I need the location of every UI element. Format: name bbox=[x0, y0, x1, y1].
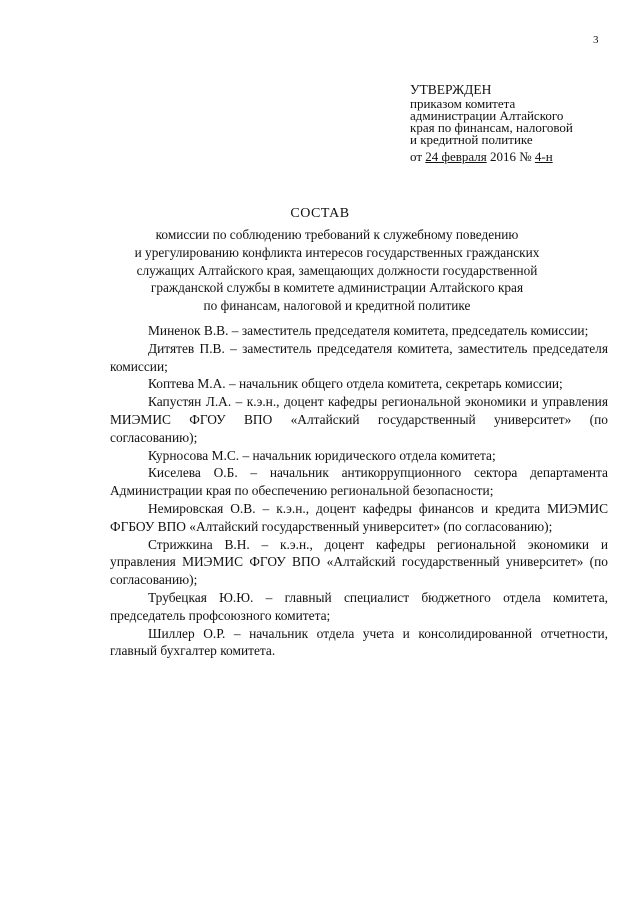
page-number: 3 bbox=[593, 34, 599, 46]
member-entry: Миненок В.В. – заместитель председателя комитета, председатель комиссии; bbox=[148, 323, 589, 338]
approval-stamp bbox=[410, 82, 610, 164]
date-year: 2016 bbox=[489, 149, 516, 164]
approval-line: края по финансам, налоговой bbox=[410, 120, 573, 135]
approval-heading: УТВЕРЖДЕН bbox=[410, 82, 492, 97]
document-subtitle bbox=[110, 226, 564, 315]
member-entry: Шиллер О.Р. – начальник отдела учета и консолидированной отчетности, главный бухгалтер комитета. bbox=[110, 625, 608, 659]
date-day-month: 24 февраля bbox=[425, 149, 487, 164]
subtitle-line: по финансам, налоговой и кредитной политике bbox=[203, 298, 471, 314]
subtitle-line: комиссии по соблюдению требований к служебному поведению bbox=[155, 227, 519, 242]
members-list bbox=[110, 322, 608, 660]
order-number: 4-н bbox=[534, 149, 553, 164]
approval-line: и кредитной политике bbox=[410, 132, 533, 147]
member-entry: Коптева М.А. – начальник общего отдела комитета, секретарь комиссии; bbox=[148, 376, 563, 392]
member-entry: Немировская О.В. – к.э.н., доцент кафедры финансов и кредита МИЭМИС ФГБОУ ВПО «Алтайский государственный университет» (по согласованию); bbox=[110, 500, 608, 534]
subtitle-line: служащих Алтайского края, замещающих должности государственной bbox=[136, 262, 538, 278]
approval-line: приказом комитета bbox=[410, 96, 516, 111]
member-entry: Дитятев П.В. – заместитель председателя комитета, заместитель председателя комиссии; bbox=[110, 340, 608, 374]
approval-line: администрации Алтайского bbox=[410, 108, 564, 123]
member-entry: Киселева О.Б. – начальник антикоррупционного сектора департамента Администрации края по обеспечению региональной безопасности; bbox=[110, 465, 608, 499]
document-title: СОСТАВ bbox=[290, 206, 350, 221]
member-entry: Стрижкина В.Н. – к.э.н., доцент кафедры региональной экономики и управления МИЭМИС ФГОУ ВПО «Алтайский государственный университет» (по согласованию); bbox=[110, 536, 608, 588]
number-sign: № bbox=[519, 149, 532, 164]
approval-date-line bbox=[410, 149, 610, 164]
subtitle-line: гражданской службы в комитете администрации Алтайского края bbox=[150, 280, 524, 296]
date-prefix: от bbox=[410, 149, 423, 164]
member-entry: Курносова М.С. – начальник юридического отдела комитета; bbox=[148, 447, 496, 463]
subtitle-line: и урегулированию конфликта интересов государственных гражданских bbox=[134, 244, 540, 260]
member-entry: Трубецкая Ю.Ю. – главный специалист бюджетного отдела комитета, председатель профсоюзного комитета; bbox=[110, 589, 608, 623]
member-entry: Капустян Л.А. – к.э.н., доцент кафедры региональной экономики и управления МИЭМИС ФГОУ ВПО «Алтайский государственный университет» (по согласованию); bbox=[110, 394, 608, 445]
